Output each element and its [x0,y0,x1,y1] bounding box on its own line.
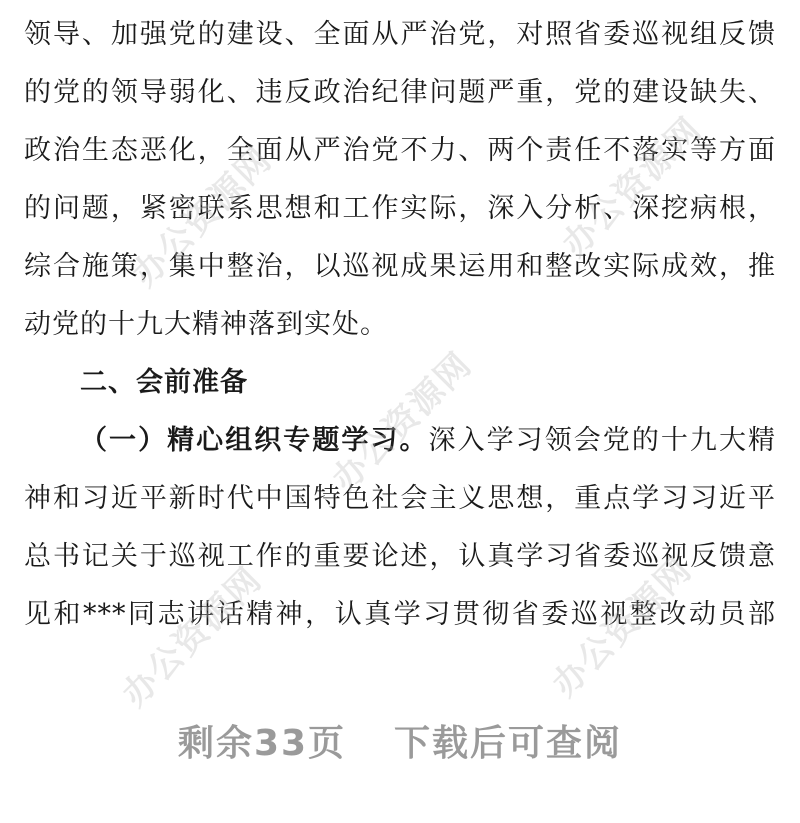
paragraph-line: 的问题，紧密联系思想和工作实际，深入分析、深挖病根， [24,193,776,224]
paragraph-text: 深入学习领会党的十九大精 [428,425,777,456]
paragraph-line: 的党的领导弱化、违反政治纪律问题严重，党的建设缺失、 [24,77,776,108]
paragraph-line: 总书记关于巡视工作的重要论述，认真学习省委巡视反馈意 [24,541,776,572]
watermark: 办公资源网 [114,559,271,715]
paragraph-line: 动党的十九大精神落到实处。 [24,309,388,340]
watermark: 办公资源网 [124,139,281,295]
subsection-title: （一）精心组织专题学习。 [80,425,429,456]
watermark: 办公资源网 [544,549,701,705]
paragraph-line: 领导、加强党的建设、全面从严治党，对照省委巡视组反馈 [24,19,776,50]
download-hint-text: 下载后可查阅 [394,723,623,764]
paragraph-line: 政治生态恶化，全面从严治党不力、两个责任不落实等方面 [24,135,776,166]
download-notice[interactable] [0,715,800,766]
section-heading: 二、会前准备 [80,367,248,398]
paragraph-line: 神和习近平新时代中国特色社会主义思想，重点学习习近平 [24,483,776,514]
watermark: 办公资源网 [554,109,711,265]
document-body [24,6,784,644]
watermark: 办公资源网 [324,344,481,500]
paragraph-line: 见和***同志讲话精神，认真学习贯彻省委巡视整改动员部 [24,599,776,630]
subsection-first-line [24,412,776,470]
remaining-pages-text: 剩余33页 [177,723,347,764]
paragraph-line: 综合施策，集中整治，以巡视成果运用和整改实际成效，推 [24,251,776,282]
